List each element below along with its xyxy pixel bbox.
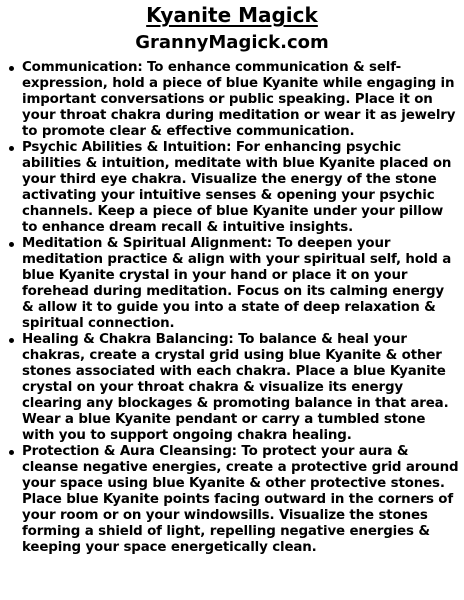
list-item-protection: Protection & Aura Cleansing: To protect your aura & cleanse negative energies, create a protective grid around your space using blue Kyanite & other protective stones. Place blue Kyanite points facing outward in the corners of your room or on your windowsills. Visualize the stones forming a shield of light, repelling negative energies & keeping your space energetically clean. (22, 444, 459, 555)
list-item-healing: Healing & Chakra Balancing: To balance & heal your chakras, create a crystal grid using blue Kyanite & other stones associated with each chakra. Place a blue Kyanite crystal on your throat chakra & visualize its energy clearing any blockages & promoting balance in that area. Wear a blue Kyanite pendant or carry a tumbled stone with you to support ongoing chakra healing. (22, 332, 460, 444)
tips-list (4, 60, 460, 556)
list-item-psychic-abilities: Psychic Abilities & Intuition: For enhancing psychic abilities & intuition, meditate with blue Kyanite placed on your third eye chakra. Visualize the energy of the stone activating your intuitive senses & opening your psychic channels. Keep a piece of blue Kyanite under your pillow to enhance dream recall & intuitive insights. (22, 140, 460, 236)
list-item-communication: Communication: To enhance communication & self-expression, hold a piece of blue Kyanite while engaging in important conversations or public speaking. Place it on your throat chakra during meditation or wear it as jewelry to promote clear & effective communication. (22, 60, 460, 140)
list-item-meditation: Meditation & Spiritual Alignment: To deepen your meditation practice & align with your spiritual self, hold a blue Kyanite crystal in your hand or place it on your forehead during meditation. Focus on its calming energy & allow it to guide you into a state of deep relaxation & spiritual connection. (22, 236, 460, 332)
page-title: Kyanite Magick (146, 3, 318, 27)
website-name: GrannyMagick.com (135, 32, 329, 53)
